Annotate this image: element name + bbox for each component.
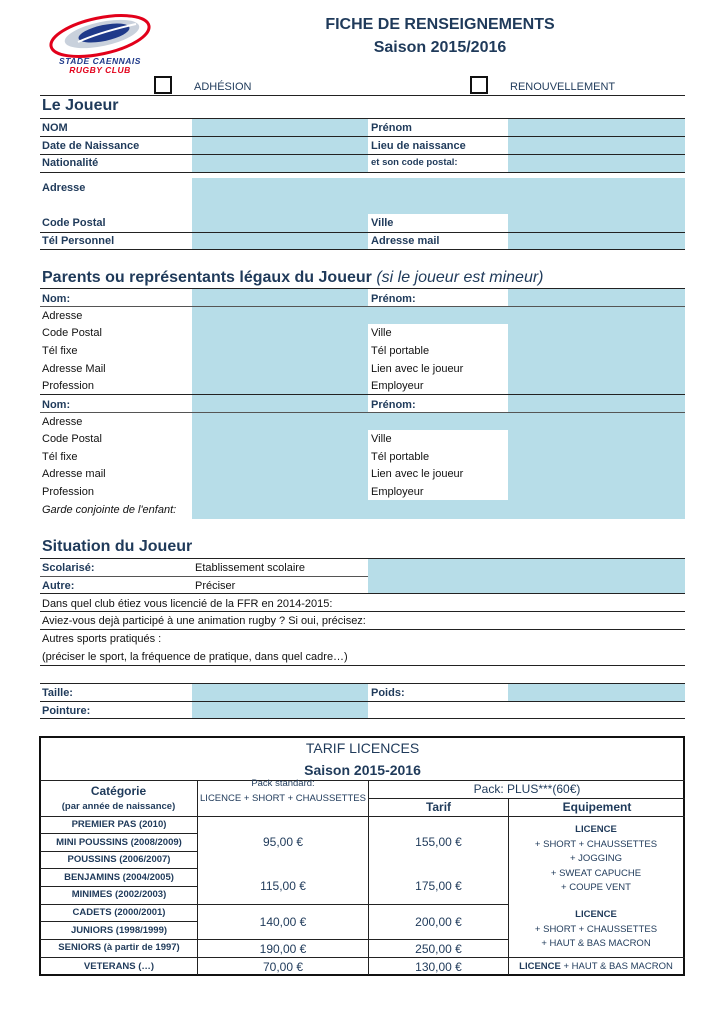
price-standard: 95,00 € (262, 835, 304, 849)
label-prenom: Prénom (371, 122, 412, 134)
section-title-parents (42, 269, 544, 287)
renouvellement-label: RENOUVELLEMENT (510, 81, 616, 93)
label-adresse-mail: Adresse mail (371, 235, 440, 247)
category-cell: BENJAMINS (2004/2005) (64, 872, 174, 883)
parent2-adresse-field[interactable] (368, 412, 508, 430)
page-title: FICHE DE RENSEIGNEMENTS (325, 16, 555, 33)
label-poids: Poids: (371, 687, 405, 699)
garde-conjointe: Garde conjointe de l'enfant: (42, 504, 177, 516)
price-plus: 200,00 € (415, 915, 462, 929)
rugby-ball-logo-icon (40, 12, 160, 58)
parents-subtitle-text: (si le joueur est mineur) (376, 269, 544, 286)
p1-profession: Profession (42, 380, 94, 392)
label-code-postal: Code Postal (42, 217, 106, 229)
p2-nom: Nom: (42, 399, 71, 411)
renouvellement-checkbox[interactable] (470, 76, 488, 94)
p2-tel-fixe: Tél fixe (42, 451, 78, 463)
label-nationalite: Nationalité (42, 157, 99, 169)
tarif-title: TARIF LICENCES (305, 740, 420, 756)
section-title-situation: Situation du Joueur (42, 538, 193, 555)
joueur-cp-field[interactable] (192, 214, 368, 232)
label-scolarise: Scolarisé: (42, 562, 95, 574)
price-standard: 140,00 € (259, 915, 307, 929)
equipment-item: + SHORT + CHAUSSETTES (534, 838, 658, 850)
header-tarif: Tarif (425, 800, 452, 814)
p1-tel-portable: Tél portable (371, 345, 430, 357)
category-cell: MINI POUSSINS (2008/2009) (56, 837, 182, 848)
equipment-item: + SWEAT CAPUCHE (550, 867, 642, 879)
header-categorie-sub: (par année de naissance) (61, 801, 176, 812)
joueur-tel-field[interactable] (192, 232, 368, 249)
p2-profession: Profession (42, 486, 94, 498)
equipment-item: LICENCE (575, 824, 617, 835)
equipment-list (508, 823, 684, 896)
price-standard: 115,00 € (260, 879, 306, 893)
p2-prenom: Prénom: (371, 399, 416, 411)
label-taille: Taille: (42, 687, 73, 699)
label-autre: Autre: (42, 580, 75, 592)
equipment-veterans (508, 960, 684, 975)
p1-tel-fixe: Tél fixe (42, 345, 78, 357)
equipment-item: + HAUT & BAS MACRON (541, 938, 651, 949)
p2-employeur: Employeur (371, 486, 424, 498)
p2-adresse: Adresse (42, 416, 83, 428)
p2-mail: Adresse mail (42, 468, 106, 480)
p2-ville: Ville (371, 433, 392, 445)
price-plus: 250,00 € (415, 942, 462, 956)
price-plus: 175,00 € (415, 879, 462, 893)
p1-prenom: Prénom: (371, 293, 416, 305)
section-title-joueur: Le Joueur (42, 97, 119, 114)
category-cell: POUSSINS (2006/2007) (67, 854, 171, 865)
label-ville: Ville (371, 217, 394, 229)
joueur-ville-field[interactable] (508, 214, 685, 232)
category-cell: MINIMES (2002/2003) (71, 889, 167, 900)
header-categorie: Catégorie (90, 784, 147, 798)
parents-fill-right[interactable] (508, 289, 685, 519)
equipment-item: + COUPE VENT (561, 882, 631, 893)
label-lieu-naissance: Lieu de naissance (371, 140, 466, 152)
equipment-item: LICENCE (575, 909, 617, 920)
p1-nom: Nom: (42, 293, 71, 305)
p1-code-postal: Code Postal (42, 327, 102, 339)
equipment-veterans-licence: LICENCE (519, 961, 561, 972)
category-cell: SENIORS (à partir de 1997) (58, 942, 180, 953)
header-pack-standard: Pack standard: (251, 778, 315, 789)
label-nom: NOM (42, 122, 68, 134)
club-logo (40, 12, 160, 74)
scolarite-field[interactable] (368, 559, 685, 593)
question-animation: Aviez-vous dejà participé à une animation rugby ? Si oui, précisez: (42, 615, 366, 627)
label-adresse: Adresse (42, 182, 86, 194)
category-cell: PREMIER PAS (2010) (71, 819, 167, 830)
joueur-date-field[interactable] (192, 136, 368, 154)
equipment-item: + JOGGING (570, 853, 622, 864)
parents-fill-left[interactable] (192, 289, 368, 519)
tarif-season: Saison 2015-2016 (304, 762, 421, 778)
label-preciser: Préciser (195, 580, 236, 592)
equipment-veterans-rest: + HAUT & BAS MACRON (560, 961, 673, 972)
p1-lien: Lien avec le joueur (371, 363, 464, 375)
page-season: Saison 2015/2016 (373, 39, 507, 56)
p1-employeur: Employeur (371, 380, 424, 392)
category-cell: VETERANS (…) (83, 961, 155, 972)
poids-field[interactable] (508, 683, 685, 701)
category-cell: JUNIORS (1998/1999) (70, 925, 168, 936)
p1-mail: Adresse Mail (42, 363, 106, 375)
header-pack-standard-desc: LICENCE + SHORT + CHAUSSETTES (200, 793, 366, 804)
price-standard: 190,00 € (259, 942, 307, 956)
parents-title-text: Parents ou représentants légaux du Joueur (42, 269, 372, 286)
hint-sports: (préciser le sport, la fréquence de pratique, dans quel cadre…) (42, 651, 348, 663)
joueur-prenom-field[interactable] (508, 118, 685, 136)
question-club: Dans quel club étiez vous licencié de la FFR en 2014-2015: (42, 598, 333, 610)
label-pointure: Pointure: (42, 705, 91, 717)
p1-ville: Ville (371, 327, 392, 339)
label-code-postal-naissance: et son code postal: (371, 157, 458, 168)
equipment-list (508, 908, 684, 952)
p1-adresse: Adresse (42, 310, 83, 322)
header-pack-plus: Pack: PLUS***(60€) (473, 782, 581, 796)
category-cell: CADETS (2000/2001) (72, 907, 166, 918)
label-tel-personnel: Tél Personnel (42, 235, 115, 247)
logo-line2: RUGBY CLUB (69, 65, 131, 75)
adhesion-checkbox[interactable] (154, 76, 172, 94)
joueur-nom-field[interactable] (192, 118, 368, 136)
header-equipement: Equipement (562, 800, 632, 814)
p2-lien: Lien avec le joueur (371, 468, 464, 480)
question-sports: Autres sports pratiqués : (42, 633, 162, 645)
equipment-item: + SHORT + CHAUSSETTES (534, 923, 658, 935)
logo-line1: STADE CAENNAIS (59, 56, 141, 66)
joueur-adresse-field[interactable] (192, 178, 685, 214)
parent1-adresse-field[interactable] (368, 306, 508, 324)
garde-field[interactable] (368, 500, 508, 519)
p2-code-postal: Code Postal (42, 433, 102, 445)
label-etablissement: Etablissement scolaire (195, 562, 306, 574)
price-plus: 155,00 € (415, 835, 462, 849)
joueur-nationalite-field[interactable] (192, 154, 368, 172)
price-standard: 70,00 € (262, 960, 304, 974)
joueur-mail-field[interactable] (508, 232, 685, 249)
price-plus: 130,00 € (415, 960, 462, 974)
p2-tel-portable: Tél portable (371, 451, 430, 463)
label-date-naissance: Date de Naissance (42, 140, 140, 152)
adhesion-label: ADHÉSION (194, 81, 252, 93)
